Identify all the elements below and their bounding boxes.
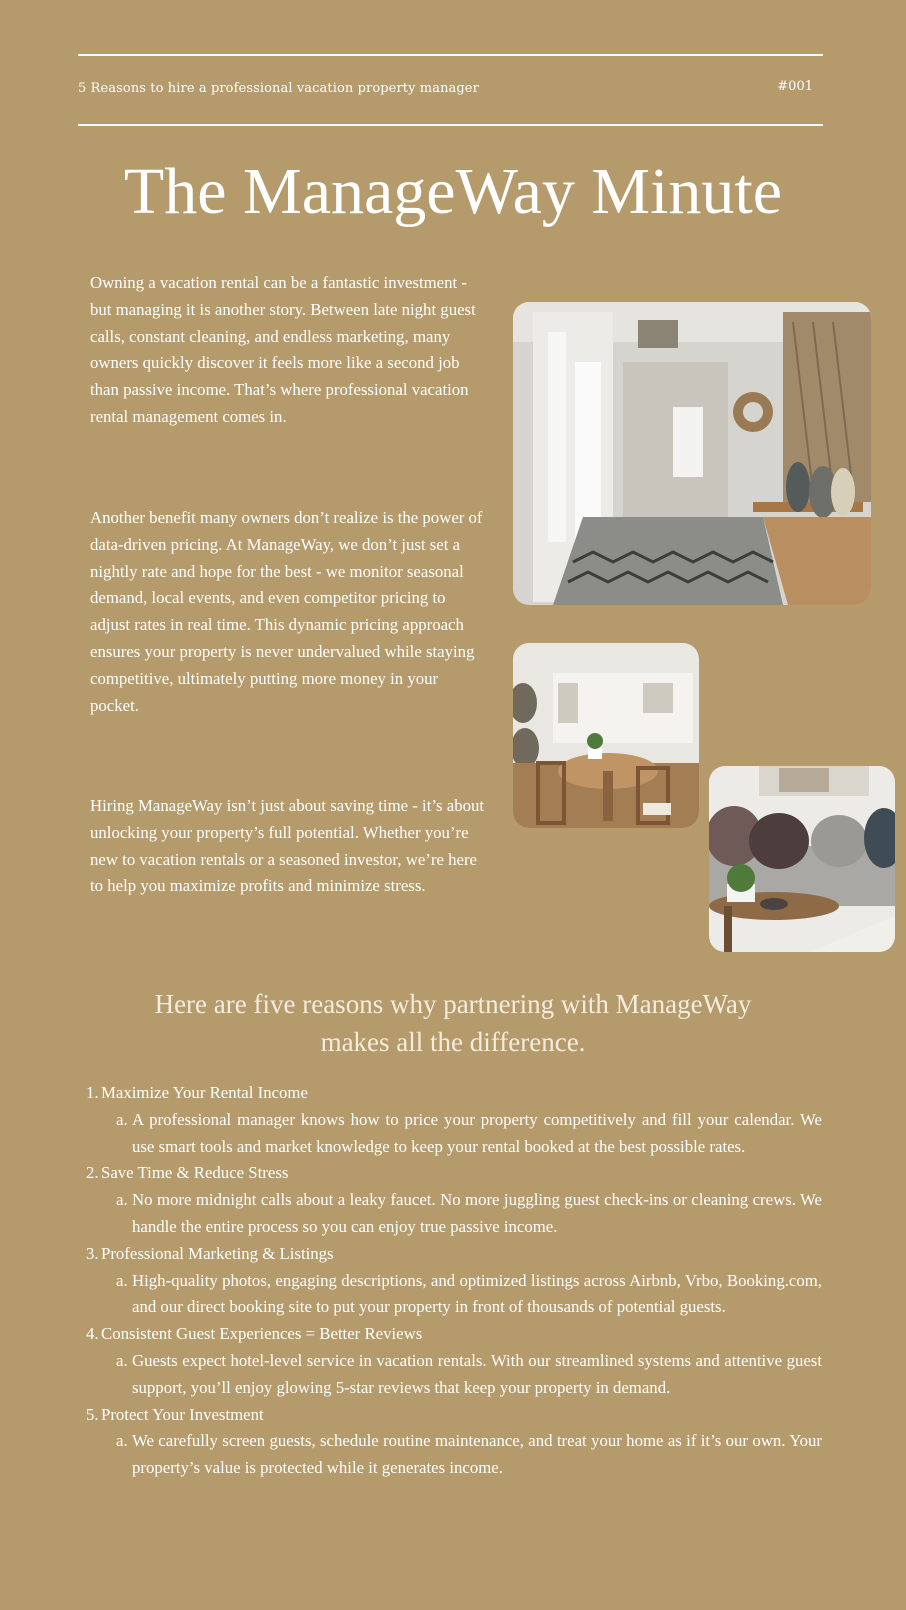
reason-number: 4. xyxy=(86,1324,99,1344)
living-illustration xyxy=(709,766,895,952)
intro-paragraph-1: Owning a vacation rental can be a fantastic investment - but managing it is another story. Between late night guest calls, constant cleaning, and endless marketing, many owners quickly discover it feels more like a second job than passive income. That’s where professional vacation rental management comes in. xyxy=(90,273,476,426)
reason-item xyxy=(86,1321,822,1401)
reason-detail-letter: a. xyxy=(116,1431,128,1451)
reason-item xyxy=(86,1241,822,1321)
reason-item xyxy=(86,1402,822,1482)
intro-paragraph-3: Hiring ManageWay isn’t just about saving time - it’s about unlocking your property’s full potential. Whether you’re new to vacation rentals or a seasoned investor, we’re here to help you maximize profits and minimize stress. xyxy=(90,796,485,896)
reasons-heading: Here are five reasons why partnering with ManageWay makes all the difference. xyxy=(154,989,752,1057)
reason-number: 5. xyxy=(86,1404,99,1424)
newsletter-subtitle: 5 Reasons to hire a professional vacation property manager xyxy=(78,81,479,96)
reason-detail-letter: a. xyxy=(116,1109,128,1129)
reason-number: 3. xyxy=(86,1243,99,1263)
reason-title: Save Time & Reduce Stress xyxy=(101,1163,289,1183)
reason-detail-letter: a. xyxy=(116,1270,128,1290)
reason-title: Protect Your Investment xyxy=(101,1404,264,1424)
intro-paragraph-2: Another benefit many owners don’t realize is the power of data-driven pricing. At ManageWay, we don’t just set a nightly rate and hope for the best - we monitor seasonal demand, local events, and even competitor pricing to adjust rates in real time. This dynamic pricing approach ensures your property is never undervalued while staying competitive, ultimately putting more money in your pocket. xyxy=(90,508,483,715)
reason-number: 1. xyxy=(86,1083,99,1102)
reason-title: Consistent Guest Experiences = Better Reviews xyxy=(101,1324,423,1344)
reasons-list xyxy=(86,1080,822,1482)
reason-detail: We carefully screen guests, schedule routine maintenance, and treat your home as if it’s our own. Your property’s value is protected while it generates income. xyxy=(132,1431,822,1478)
reason-detail: Guests expect hotel-level service in vacation rentals. With our streamlined systems and attentive guest support, you’ll enjoy glowing 5-star reviews that keep your property in demand. xyxy=(132,1350,822,1397)
entryway-photo xyxy=(513,302,871,605)
reason-item xyxy=(86,1080,822,1160)
entryway-illustration xyxy=(513,302,871,605)
reason-item xyxy=(86,1160,822,1240)
dining-illustration xyxy=(513,643,699,828)
reason-detail-letter: a. xyxy=(116,1190,128,1210)
reason-detail-letter: a. xyxy=(116,1350,128,1370)
newsletter-title: The ManageWay Minute xyxy=(123,155,783,228)
reason-detail: A professional manager knows how to price your property competitively and fill your calendar. We use smart tools and market knowledge to keep your rental booked at the best possible rates. xyxy=(132,1109,822,1156)
living-room-photo xyxy=(709,766,895,952)
reason-title: Professional Marketing & Listings xyxy=(101,1243,334,1263)
reason-detail: High-quality photos, engaging descriptions, and optimized listings across Airbnb, Vrbo, Booking.com, and our direct booking site to put your property in front of thousands of potential guests. xyxy=(132,1270,822,1317)
reason-detail: No more midnight calls about a leaky faucet. No more juggling guest check-ins or cleaning crews. We handle the entire process so you can enjoy true passive income. xyxy=(132,1190,822,1236)
issue-number: #001 xyxy=(777,79,813,94)
reason-number: 2. xyxy=(86,1163,99,1183)
dining-room-photo xyxy=(513,643,699,828)
header-bottom-rule xyxy=(78,124,823,126)
reason-title: Maximize Your Rental Income xyxy=(101,1083,308,1102)
header-top-rule xyxy=(78,54,823,56)
